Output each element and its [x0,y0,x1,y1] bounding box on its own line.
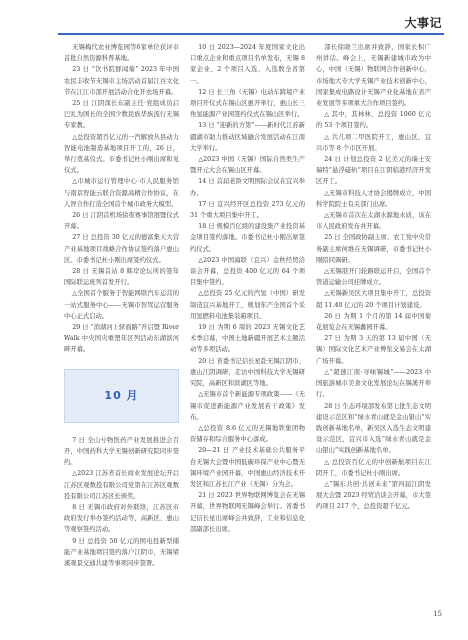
event-entry: 部长徐晓兰出席并致辞，国家长积广州讲话。峰会上，无锡新建城市政为中心，中国（无锡）物联网合作创新中心，市场地大专大学无锡产业技术创新中心，国家集成电路设计无锡产业化基地在省产业发展等多项重大合作项目签约。 [316,44,431,108]
column-2 [190,42,305,535]
event-entry: 12 日 长三角（无锡）电动车跨境产业项目开仪式在锡山区惠开举行，惠山长三角氢能源产业园签约仪式在锡山区举行。 [190,88,305,119]
event-entry: 26 日 为期 1 个月的第 14 届中国菊花展览会在无锡蠡园开幕。 [316,312,431,332]
event-entry: △2023 中国海联（宜兴）金秋经贸洽谈会开幕，总投资 400 亿元的 64 个项目集中签约。 [190,256,305,287]
event-entry: 14 日 首届老龄文明国际会议在宜兴举办。 [190,178,305,197]
event-entry: △总投资 25 亿元的汽氢（中国）研发制造宜兴基地开工，规划年产全国首个采用氢燃料电池集装箱项目。 [190,290,305,320]
event-entry: △“锡东共创·共创未来”第四届江阴发展大会暨 2023 经贸洽谈会开幕，市大签约项目 217 个，总投资超千亿元。 [316,480,431,511]
event-entry: △市城市运行管理中心·市人民服务馆与南京智能云联合资源高精合作协议，在人智合作打造全国首个城市政务大模型。 [64,178,179,208]
event-entry: △ 其中，其林林，总投资 1060 亿元的 53 个项目签约。 [316,111,431,130]
event-entry: △2023 江苏省首长商业发展论坛开启江苏区观数投有限公司党第在江苏区观数投有限公司江苏区长颁奖。 [64,470,179,500]
event-entry: 27 日 为期 3 天的第 13 届中国（无锡）国际文化艺术产业博览交易会在太湖广场开幕。 [316,335,431,365]
event-entry: 13 日 “迎新的方第”——新时代江苏新疆湖市助力推动区域融合发展活动在江南大学举行。 [190,122,305,152]
event-entry: 9 日 总投资 50 亿元的国电投新型储能产业基地项目签约落户江阴市，无锡梁溪观景交通共建等事项同步签署。 [64,537,179,567]
event-entry: △无锡市首次在太湖水源地水质，该在市人民政府发布并开幕。 [316,212,431,231]
event-entry: △无锡市首个新能源专项政策——《无锡市促进新能源产业发展若干政策》发布。 [190,391,305,421]
column-1-top [64,42,179,356]
column-1 [64,42,179,569]
event-entry: 29 日 “滨湖河上驿面路”开启暨 River Walk 中央国央重塑年区列活动东湖滨河畔开幕。 [64,324,179,354]
event-entry: △ 共几项二甲医院开工，惠山区，宜兴市等 8 个市区开展。 [316,133,431,152]
month-heading: 10 月 [104,389,139,403]
event-entry: △无锡市科技人才协会揭牌成立，中国科学院院士有关部门出席。 [316,189,431,208]
column-1-bottom [64,435,179,569]
event-entry: △全国首个服务于智能网联汽车运营的一站式服务中心——无锡市智驾运营服务中心正式启动。 [64,290,179,320]
event-entry: 28 日 生态环境部发布第七批生态文明建设示范区和“绿水青山就是金山银山”实践创新基地名单，新吴区入选生态文明建设示范区，宜兴市入选“绿水青山就是金山银山”实践创新基地名单。 [316,402,431,455]
month-heading-box [64,369,179,423]
event-entry: 无锡梅代农业博览园等6家单位获评市首批自然资源科普基地。 [64,44,179,63]
event-entry: 23 日 “饮书院群闻菊” 2023 年中国农民丰收节无锡市主场活动首届江谷文化节在江江市部开展活动合化开农场开幕。 [64,66,179,96]
section-title: 大事记 [404,16,442,30]
event-entry: 27 日 总投资 30 亿元的德富集天大营产业基地项目战略合作协议签约落户惠山区。市委书记杜小刚出席签约仪式。 [64,234,179,264]
event-entry: △2023 中国（无锡）国际自然类生产暨开元大会在锡山区开幕。 [190,156,305,175]
event-entry: 25 日 江阴深长东副主任·党组成员启巴礼为国长的全国少数民族华族流行无锡专家教。 [64,100,179,130]
event-entry: 18 日 规模百亿级的建设集产业投资基金项目签约落地。市委书记杜小刚出席签约仪式。 [190,223,305,253]
event-entry: 25 日 全国政协副主席、农工党中央常务副主席何维在无锡调研，市委书记杜小刚陪同调研。 [316,234,431,264]
event-entry: 8 日 无锡市政府对外联络，江苏区市政府发行举办签约活动等，高新区、惠山等观察签约活动。 [64,503,179,534]
event-entry: △“超速江南·寻味锡城”——2023 中国旅游城市美食文化发展论坛在锡溪开举行。 [316,368,431,399]
event-entry: 21 日 2023 世界物联网博览会在无锡开幕，世界物联网无锡峰会举行。省委书记信长星出席峰会并致辞，工业和信息化部副部长出席。 [190,492,305,533]
event-entry: 28 日 无锡首站 8 辉岸论坛所的签年国际联运班列首发开行。 [64,268,179,287]
event-entry: 10 日 2023—2024 年度国家文化出口重点企业和重点项目名单发布，无锡 8 家企业、2 个项目入选，入选数全省第一。 [190,44,305,85]
header-divider [58,33,444,35]
event-entry: 19 日 为期 6 周的 2023 无锡文化艺术季启幕，中国土地新疆开展艺术主题活动等多项活动。 [190,324,305,354]
page-number: 15 [433,610,442,618]
event-entry: △无锡新吴区大项目集中开工，总投资超 11.40 亿元的 20 个项目计划建设。 [316,290,431,309]
event-entry: △总投资超百亿元的一汽解放丛县动力智能电池制造基地项目开工的，26 日，举行奠基仪式。市委书记杜小刚出席和见仪式。 [64,133,179,175]
event-entry: 17 日 宜兴经开区总投资 273 亿元的 31 个重大项目集中开工。 [190,200,305,220]
event-entry: 26 日 江阴首机场徐夜赛事馆展暨仪式开幕。 [64,212,179,231]
event-entry: △总投资 8.6 亿元的无锡地铁集团物资储存和综合服务中心落成。 [190,424,305,444]
event-entry: 20 日 省委书记信长星赴无锡江阴市、惠山江阴调研，走访中国科技大学无锡研究院，高新区和滨湖区等地。 [190,357,305,388]
event-entry: 24 日 计划总投资 2 亿美元的瑞士安瑞特“悬浮磁轨”项目在江阴临港经济开发区开工。 [316,156,431,186]
event-entry: 20—21 日 产业技术基础公共服务平台无锡大会暨中国低碳环保产业中心暨无锡环境产业园开幕，中国惠山经济技术开发区和江苏长江产业（无锡）分为会。 [190,447,305,488]
event-entry: 7 日 全山兮物医药产业发展推进会召开，中国药科大学无锡创新研究院同步签约。 [64,436,179,467]
event-entry: △ 总投资百亿元的中创新航项目在江阴开工，市委书记杜小刚出席。 [316,458,431,477]
event-entry: △无锡港开门轮路联运开启，全国首个管道运输公司挂牌成立。 [316,268,431,287]
column-3 [316,42,431,513]
